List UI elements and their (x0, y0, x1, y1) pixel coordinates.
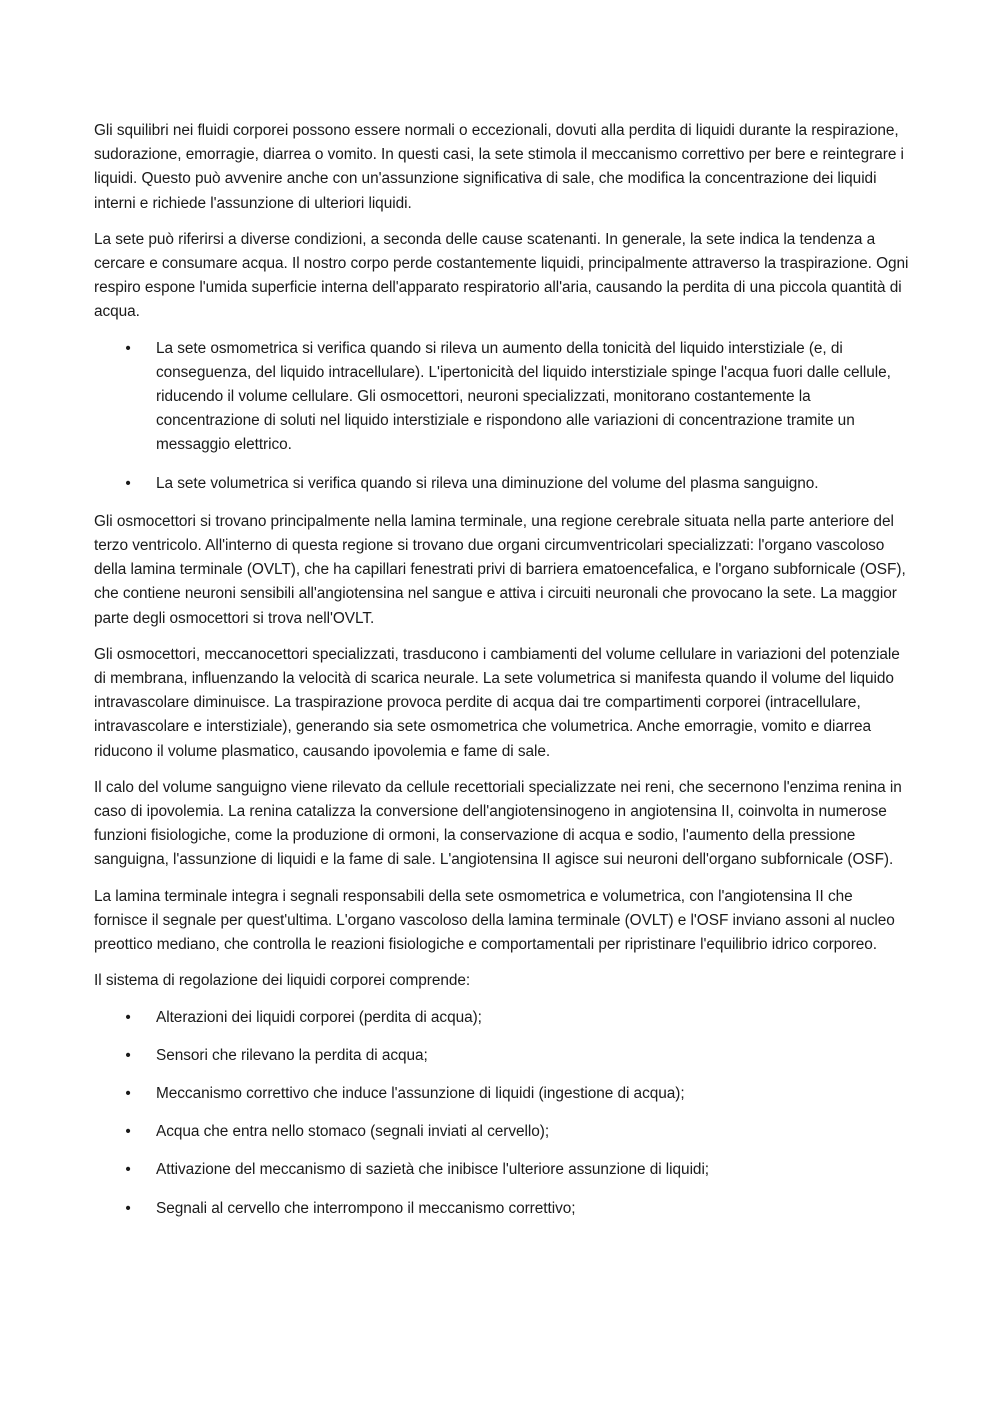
paragraph-regulation-intro: Il sistema di regolazione dei liquidi corporei comprende: (94, 972, 471, 990)
list-item (94, 1082, 910, 1106)
list-item (94, 1044, 910, 1068)
list-item-text: Meccanismo correttivo che induce l'assunzione di liquidi (ingestione di acqua); (156, 1084, 685, 1102)
list-item (94, 1006, 910, 1030)
paragraph-osmoreceptors-function: Gli osmocettori, meccanocettori specializzati, trasducono i cambiamenti del volume cellulare in variazioni del potenziale di membrana, influenzando la velocità di scarica neurale. La sete volumetrica si manifesta quando il volume del liquido intravascolare diminuisce. La traspirazione provoca perdite di acqua dai tre compartimenti corporei (intracellulare, intravascolare e interstiziale), generando sia sete osmometrica che volumetrica. Anche emorragie, vomito e diarrea riducono il volume plasmatico, causando ipovolemia e fame di sale. (94, 645, 900, 760)
list-item (94, 1158, 910, 1182)
bullet-icon: • (125, 339, 131, 357)
bullet-icon: • (125, 474, 131, 492)
document-page (94, 119, 910, 1235)
list-item-text: Acqua che entra nello stomaco (segnali inviati al cervello); (156, 1123, 550, 1141)
thirst-types-list (94, 337, 910, 496)
list-item-text: Attivazione del meccanismo di sazietà che inibisce l'ulteriore assunzione di liquidi; (156, 1161, 710, 1179)
bullet-icon: • (125, 1046, 131, 1064)
list-item (94, 1197, 910, 1221)
paragraph-osmoreceptors-location: Gli osmocettori si trovano principalmente nella lamina terminale, una regione cerebrale situata nella parte anteriore del terzo ventricolo. All'interno di questa regione si trovano due organi circumventricolari specializzati: l'organo vascoloso della lamina terminale (OVLT), che ha capillari fenestrati privi di barriera ematoencefalica, e l'organo subfornicale (OSF), che contiene neuroni sensibili all'angiotensina nel sangue e attiva i circuiti neuronali che provocano la sete. La maggior parte degli osmocettori si trova nell'OVLT. (94, 512, 906, 627)
paragraph-thirst-definition: La sete può riferirsi a diverse condizioni, a seconda delle cause scatenanti. In generale, la sete indica la tendenza a cercare e consumare acqua. Il nostro corpo perde costantemente liquidi, principalmente attraverso la traspirazione. Ogni respiro espone l'umida superficie interna dell'apparato respiratorio all'aria, causando la perdita di una piccola quantità di acqua. (94, 230, 909, 321)
bullet-icon: • (125, 1199, 131, 1217)
list-item-text: La sete osmometrica si verifica quando si rileva un aumento della tonicità del liquido interstiziale (e, di conseguenza, del liquido intracellulare). L'ipertonicità del liquido interstiziale spinge l'acqua fuori dalle cellule, riducendo il volume cellulare. Gli osmocettori, neuroni specializzati, monitorano costantemente la concentrazione di soluti nel liquido interstiziale e rispondono alle variazioni di concentrazione tramite un messaggio elettrico. (156, 339, 891, 454)
paragraph-renin-angiotensin: Il calo del volume sanguigno viene rilevato da cellule recettoriali specializzate nei reni, che secernono l'enzima renina in caso di ipovolemia. La renina catalizza la conversione dell'angiotensinogeno in angiotensina II, coinvolta in numerose funzioni fisiologiche, come la produzione di ormoni, la conservazione di acqua e sodio, l'aumento della pressione sanguigna, l'assunzione di liquidi e la fame di sale. L'angiotensina II agisce sui neuroni dell'organo subfornicale (OSF). (94, 778, 902, 869)
bullet-icon: • (125, 1161, 131, 1179)
list-item (94, 1120, 910, 1144)
bullet-icon: • (125, 1008, 131, 1026)
list-item-text: La sete volumetrica si verifica quando si rileva una diminuzione del volume del plasma sanguigno. (156, 474, 819, 492)
paragraph-lamina-terminalis: La lamina terminale integra i segnali responsabili della sete osmometrica e volumetrica, con l'angiotensina II che fornisce il segnale per quest'ultima. L'organo vascoloso della lamina terminale (OVLT) e l'OSF inviano assoni al nucleo preottico mediano, che controlla le reazioni fisiologiche e comportamentali per ripristinare l'equilibrio idrico corporeo. (94, 887, 895, 954)
bullet-icon: • (125, 1084, 131, 1102)
list-item (94, 337, 910, 458)
list-item-text: Alterazioni dei liquidi corporei (perdita di acqua); (156, 1008, 482, 1026)
list-item-text: Sensori che rilevano la perdita di acqua; (156, 1046, 428, 1064)
regulation-steps-list (94, 1006, 910, 1221)
paragraph-fluid-imbalance: Gli squilibri nei fluidi corporei possono essere normali o eccezionali, dovuti alla perdita di liquidi durante la respirazione, sudorazione, emorragie, diarrea o vomito. In questi casi, la sete stimola il meccanismo correttivo per bere e reintegrare i liquidi. Questo può avvenire anche con un'assunzione significativa di sale, che modifica la concentrazione dei liquidi interni e richiede l'assunzione di ulteriori liquidi. (94, 122, 904, 212)
list-item (94, 472, 910, 496)
list-item-text: Segnali al cervello che interrompono il meccanismo correttivo; (156, 1199, 576, 1217)
bullet-icon: • (125, 1123, 131, 1141)
